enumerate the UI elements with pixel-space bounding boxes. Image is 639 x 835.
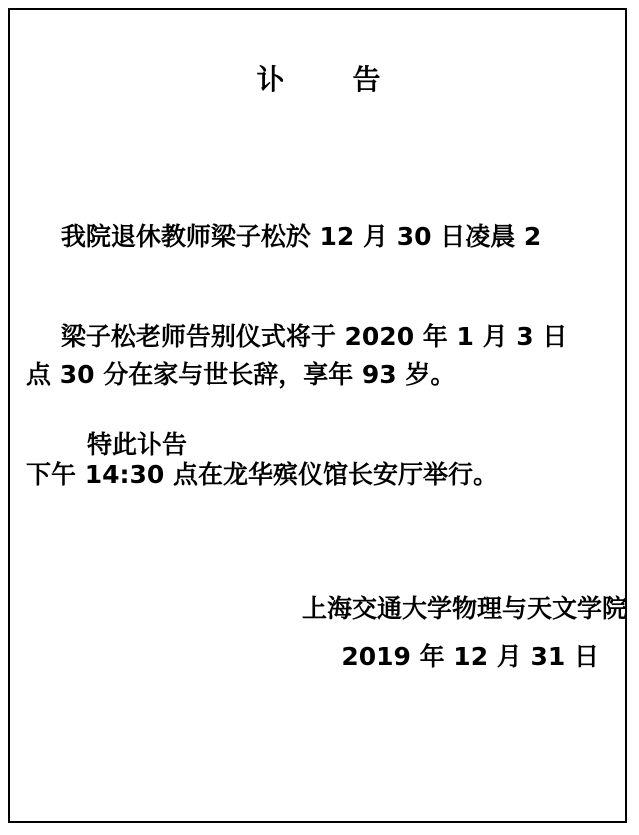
title-char-1: 讣 — [256, 63, 287, 96]
signature-organization: 上海交通大学物理与天文学院 — [301, 594, 627, 623]
closing-statement: 特此讣告 — [87, 430, 188, 459]
signature-date: 2019 年 12 月 31 日 — [341, 642, 599, 671]
paragraph-2-line-1: 梁子松老师告别仪式将于 2020 年 1 月 3 日 — [26, 322, 568, 351]
paragraph-1-line-1: 我院退休教师梁子松於 12 月 30 日凌晨 2 — [26, 222, 542, 251]
notice-paragraph-2 — [26, 222, 614, 544]
paragraph-1-line-2: 点 30 分在家与世长辞，享年 93 岁。 — [26, 360, 456, 389]
paragraph-2-line-2: 下午 14:30 点在龙华殡仪馆长安厅举行。 — [26, 460, 498, 489]
title-char-2: 告 — [352, 63, 383, 96]
page-title — [0, 58, 639, 98]
